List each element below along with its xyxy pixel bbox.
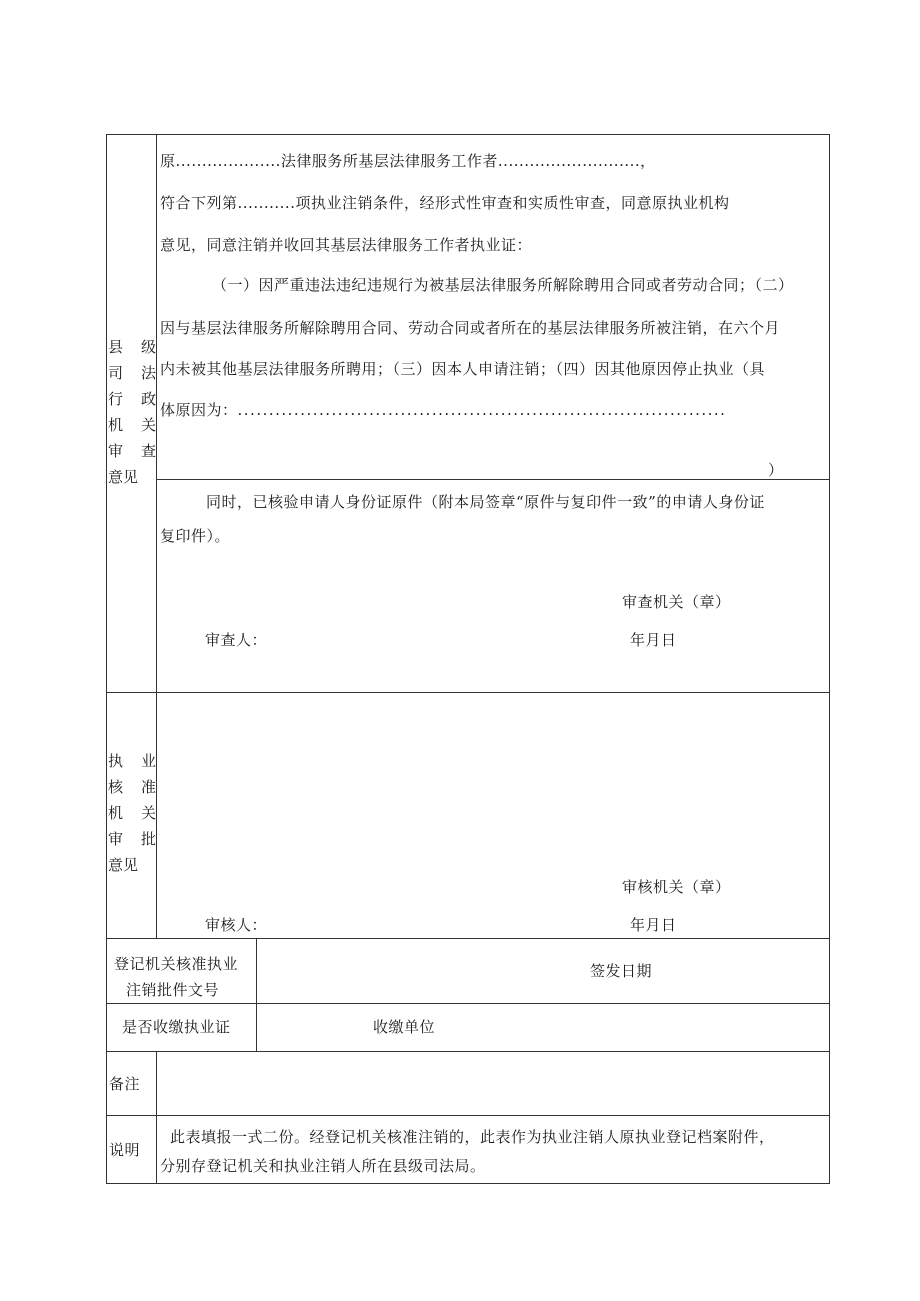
review-date-label: 年月日 <box>630 631 677 649</box>
label-column-divider-mid <box>256 938 257 1051</box>
label-column-divider-bottom <box>156 1051 157 1184</box>
collecting-unit-label: 收缴单位 <box>373 1018 436 1036</box>
condition-line-1: （一）因严重违法违纪违规行为被基层法律服务所解除聘用合同或者劳动合同；（二） <box>212 276 794 294</box>
document-number-label-line-2: 注销批件文号 <box>126 981 220 999</box>
approval-section-label: 执 业 核 准 机 关 审 批 意见 <box>108 752 156 874</box>
condition-line-3: 内未被其他基层法律服务所聘用；（三）因本人申请注销；（四）因其他原因停止执业（具 <box>160 360 766 378</box>
document-number-label-line-1: 登记机关核准执业 <box>114 955 239 973</box>
certificate-collected-label: 是否收缴执业证 <box>122 1018 231 1036</box>
reviewer-signature-label: 审查人： <box>205 631 268 649</box>
condition-line-2: 因与基层法律服务所解除聘用合同、劳动合同或者所在的基层法律服务所被注销，在六个月 <box>160 319 781 337</box>
notes-line-2: 分别存登记机关和执业注销人所在县级司法局。 <box>160 1157 486 1175</box>
condition-line-4: 体原因为：.............................................................................. <box>160 401 727 419</box>
review-authority-seal: 审查机关（章） <box>622 593 731 611</box>
approval-section-divider <box>106 938 830 939</box>
document-number-row-divider <box>106 1003 830 1004</box>
verification-line-2: 复印件）。 <box>160 527 231 545</box>
review-section-label: 县 级 司 法 行 政 机 关 审 查 意见 <box>108 338 156 486</box>
certificate-row-divider <box>106 1051 830 1052</box>
remarks-label: 备注 <box>109 1075 141 1093</box>
review-line-3: 意见，同意注销并收回其基层法律服务工作者执业证： <box>160 236 533 254</box>
condition-close-paren: ） <box>768 461 784 479</box>
notes-label: 说明 <box>109 1141 141 1159</box>
conditions-divider <box>156 479 830 480</box>
issue-date-label: 签发日期 <box>590 962 653 980</box>
label-column-divider-top <box>156 134 157 938</box>
approval-date-label: 年月日 <box>630 916 677 934</box>
remarks-row-divider <box>106 1115 830 1116</box>
approval-authority-seal: 审核机关（章） <box>622 878 731 896</box>
approver-signature-label: 审核人： <box>205 916 268 934</box>
review-line-1: 原....................法律服务所基层法律服务工作者...........................， <box>160 152 656 170</box>
notes-line-1: 此表填报一式二份。经登记机关核准注销的，此表作为执业注销人原执业登记档案附件， <box>170 1128 775 1146</box>
verification-line-1: 同时，已核验申请人身份证原件（附本局签章“原件与复印件一致”的申请人身份证 <box>206 493 765 511</box>
review-line-2: 符合下列第...........项执业注销条件，经形式性审查和实质性审查，同意原执业机构 <box>160 194 730 212</box>
review-section-divider <box>106 692 830 693</box>
